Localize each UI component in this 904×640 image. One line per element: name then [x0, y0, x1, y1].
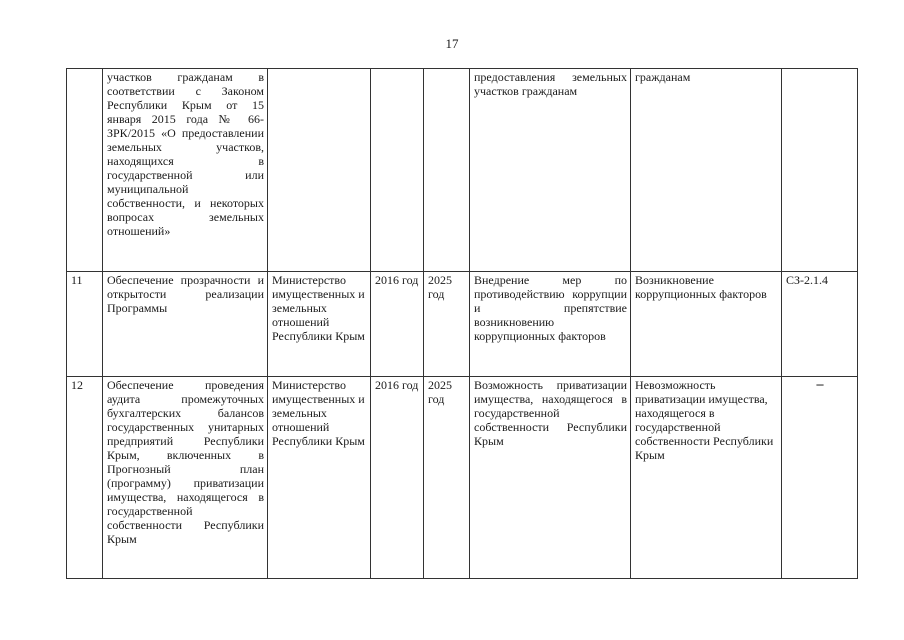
- cell-end: [424, 69, 470, 272]
- cell-consequence: Возникновение коррупционных факторов: [631, 272, 782, 377]
- cell-link: –: [782, 377, 858, 579]
- cell-result: Внедрение мер по противодействию коррупции и препятствие возникновению коррупционных факторов: [470, 272, 631, 377]
- cell-link: [782, 69, 858, 272]
- table-row: [67, 377, 858, 579]
- cell-executor: Министерство имущественных и земельных отношений Республики Крым: [268, 377, 371, 579]
- page-number: 17: [445, 36, 459, 51]
- cell-link: СЗ-2.1.4: [782, 272, 858, 377]
- program-measures-table: [66, 68, 858, 579]
- cell-activity: Обеспечение проведения аудита промежуточных бухгалтерских балансов государственных унитарных предприятий Республики Крым, включенных в Прогнозный план (программу) приватизации имущества, находящегося в государственной собственности Республики Крым: [103, 377, 268, 579]
- cell-activity: участков гражданам в соответствии с Законом Республики Крым от 15 января 2015 года № 66-ЗРК/2015 «О предоставлении земельных участков, находящихся в государственной или муниципальной собственности, и некоторых вопросах земельных отношений»: [103, 69, 268, 272]
- cell-result: Возможность приватизации имущества, находящегося в государственной собственности Республики Крым: [470, 377, 631, 579]
- cell-executor: [268, 69, 371, 272]
- table-row: [67, 69, 858, 272]
- cell-executor: Министерство имущественных и земельных отношений Республики Крым: [268, 272, 371, 377]
- cell-result: предоставления земельных участков гражданам: [470, 69, 631, 272]
- cell-start: 2016 год: [371, 377, 424, 579]
- cell-start: [371, 69, 424, 272]
- cell-end: 2025 год: [424, 377, 470, 579]
- cell-num: [67, 69, 103, 272]
- cell-num: 12: [67, 377, 103, 579]
- table-row: [67, 272, 858, 377]
- cell-end: 2025 год: [424, 272, 470, 377]
- cell-consequence: гражданам: [631, 69, 782, 272]
- cell-start: 2016 год: [371, 272, 424, 377]
- cell-num: 11: [67, 272, 103, 377]
- cell-activity: Обеспечение прозрачности и открытости реализации Программы: [103, 272, 268, 377]
- cell-consequence: Невозможность приватизации имущества, находящегося в государственной собственности Республики Крым: [631, 377, 782, 579]
